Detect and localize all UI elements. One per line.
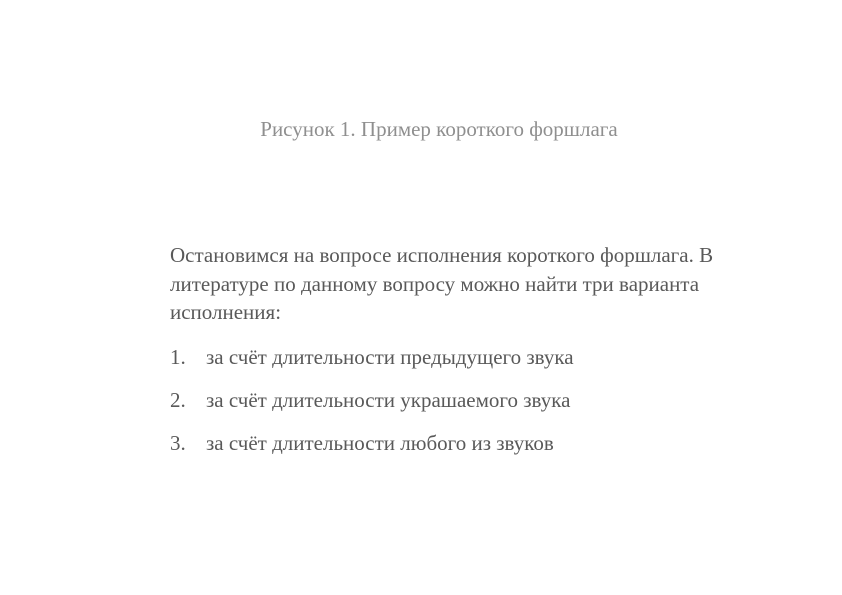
list-item — [170, 343, 574, 371]
body-paragraph: Остановимся на вопросе исполнения короткого форшлага. В литературе по данному вопросу можно найти три варианта исполнения: — [170, 243, 714, 324]
list-item-text: за счёт длительности предыдущего звука — [206, 345, 574, 369]
list-item-number: 3. — [170, 431, 186, 455]
list-item — [170, 429, 574, 457]
figure-caption: Рисунок 1. Пример короткого форшлага — [260, 117, 618, 141]
list-item-text: за счёт длительности украшаемого звука — [206, 388, 571, 412]
options-list — [170, 343, 574, 472]
list-item — [170, 386, 574, 414]
list-item-number: 1. — [170, 345, 186, 369]
list-item-number: 2. — [170, 388, 186, 412]
list-item-text: за счёт длительности любого из звуков — [206, 431, 554, 455]
